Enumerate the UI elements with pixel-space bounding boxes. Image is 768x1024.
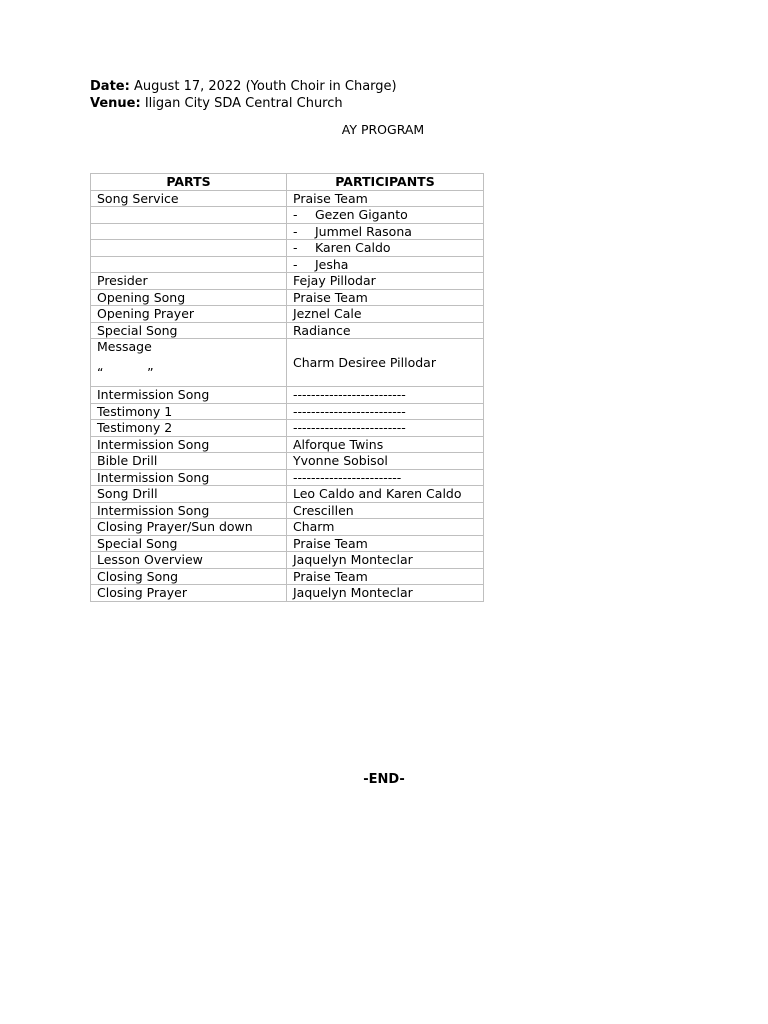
date-value: August 17, 2022 (Youth Choir in Charge) — [133, 79, 397, 94]
message-part-cell — [91, 339, 287, 387]
member-name: Karen Caldo — [315, 240, 391, 255]
table-row — [91, 585, 484, 602]
table-row — [91, 273, 484, 290]
part-cell: Bible Drill — [91, 453, 287, 470]
table-row — [91, 403, 484, 420]
participant-cell: Alforque Twins — [287, 436, 484, 453]
table-header-row — [91, 174, 484, 191]
message-participant-cell: Charm Desiree Pillodar — [287, 339, 484, 387]
table-row — [91, 486, 484, 503]
part-cell: Opening Prayer — [91, 306, 287, 323]
table-row — [91, 568, 484, 585]
part-cell: Closing Prayer/Sun down — [91, 519, 287, 536]
table-row — [91, 519, 484, 536]
participant-cell: ------------------------- — [287, 387, 484, 404]
table-row — [91, 207, 484, 224]
part-cell: Intermission Song — [91, 436, 287, 453]
part-cell: Special Song — [91, 535, 287, 552]
member-dash: - — [293, 240, 298, 255]
participant-cell: Yvonne Sobisol — [287, 453, 484, 470]
part-cell: Song Service — [91, 190, 287, 207]
table-row — [91, 453, 484, 470]
participant-cell: Leo Caldo and Karen Caldo — [287, 486, 484, 503]
participant-cell: ------------------------- — [287, 420, 484, 437]
participant-cell: Jeznel Cale — [287, 306, 484, 323]
member-dash: - — [293, 223, 298, 239]
member-cell — [287, 240, 484, 257]
part-cell: Intermission Song — [91, 502, 287, 519]
program-title — [0, 122, 768, 138]
table-row — [91, 190, 484, 207]
header-parts: PARTS — [91, 174, 287, 191]
part-cell-empty — [91, 223, 287, 240]
table-row — [91, 306, 484, 323]
part-cell-empty — [91, 207, 287, 224]
table-row — [91, 469, 484, 486]
program-title-text: AY PROGRAM — [341, 122, 425, 137]
participant-cell: Praise Team — [287, 190, 484, 207]
part-cell: Song Drill — [91, 486, 287, 503]
part-cell: Testimony 2 — [91, 420, 287, 437]
venue-value: Iligan City SDA Central Church — [144, 96, 343, 111]
table-row — [91, 436, 484, 453]
table-row — [91, 223, 484, 240]
table-row — [91, 240, 484, 257]
member-cell — [287, 207, 484, 224]
venue-label: Venue: — [90, 96, 141, 111]
part-cell: Presider — [91, 273, 287, 290]
member-name: Jummel Rasona — [315, 223, 412, 239]
part-cell: Lesson Overview — [91, 552, 287, 569]
table-row — [91, 322, 484, 339]
venue-line — [90, 96, 343, 112]
table-row — [91, 420, 484, 437]
table-row — [91, 339, 484, 387]
table-row — [91, 289, 484, 306]
member-name: Gezen Giganto — [315, 207, 408, 222]
participant-cell: Charm — [287, 519, 484, 536]
member-cell — [287, 256, 484, 273]
member-dash: - — [293, 207, 298, 222]
table-row — [91, 535, 484, 552]
part-cell-empty — [91, 256, 287, 273]
date-label: Date: — [90, 79, 130, 94]
part-cell: Intermission Song — [91, 387, 287, 404]
participant-cell: Jaquelyn Monteclar — [287, 585, 484, 602]
part-cell-empty — [91, 240, 287, 257]
header-participants: PARTICIPANTS — [287, 174, 484, 191]
table-row — [91, 387, 484, 404]
part-cell: Intermission Song — [91, 469, 287, 486]
part-cell: Testimony 1 — [91, 403, 287, 420]
member-dash: - — [293, 256, 298, 272]
participant-cell: Fejay Pillodar — [287, 273, 484, 290]
program-table — [90, 173, 484, 602]
participant-cell: Praise Team — [287, 289, 484, 306]
program-body — [91, 190, 484, 601]
participant-cell: Jaquelyn Monteclar — [287, 552, 484, 569]
table-row — [91, 552, 484, 569]
message-label: Message — [97, 339, 152, 354]
table-row — [91, 256, 484, 273]
part-cell: Special Song — [91, 322, 287, 339]
part-cell: Closing Song — [91, 568, 287, 585]
member-name: Jesha — [315, 256, 349, 272]
participant-cell: ------------------------ — [287, 469, 484, 486]
part-cell: Closing Prayer — [91, 585, 287, 602]
part-cell: Opening Song — [91, 289, 287, 306]
participant-cell: ------------------------- — [287, 403, 484, 420]
member-cell — [287, 223, 484, 240]
end-marker: -END- — [363, 772, 405, 787]
date-line — [90, 79, 397, 95]
message-quotes: “ ” — [97, 365, 154, 380]
table-row — [91, 502, 484, 519]
participant-cell: Crescillen — [287, 502, 484, 519]
participant-cell: Praise Team — [287, 535, 484, 552]
participant-cell: Praise Team — [287, 568, 484, 585]
participant-cell: Radiance — [287, 322, 484, 339]
